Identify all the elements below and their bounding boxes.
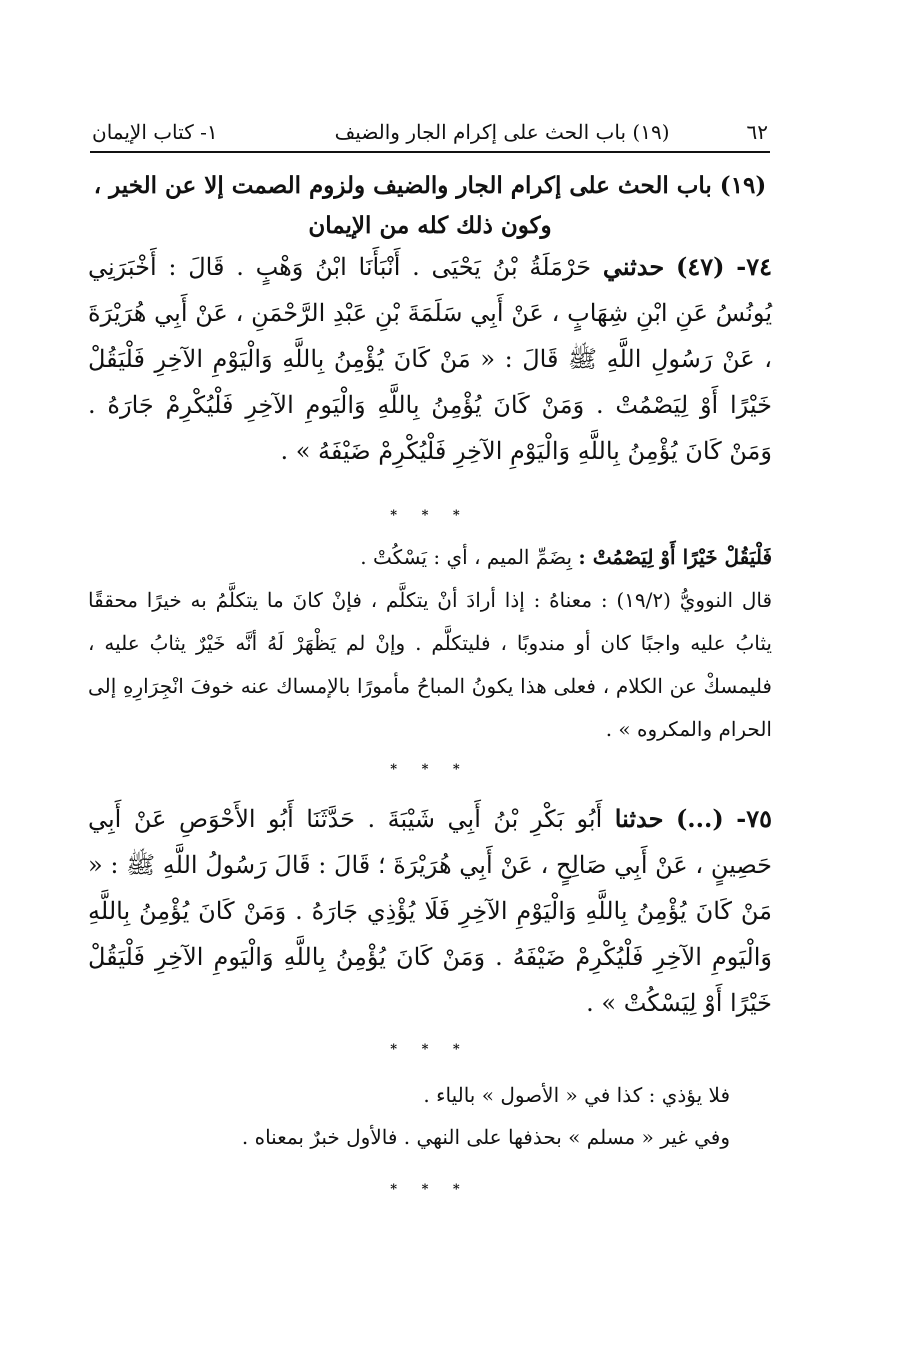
- narration-lead: حدثني: [602, 252, 665, 281]
- commentary-gloss: بِضَمِّ الميم ، أي : يَسْكُتْ .: [360, 545, 573, 569]
- commentary-lemma: فَلْيَقُلْ خَيْرًا أَوْ لِيَصْمُتْ :: [578, 545, 772, 569]
- hadith-75: [88, 796, 772, 1026]
- separator-stars: * * *: [390, 762, 470, 777]
- commentary-75: [150, 1074, 730, 1158]
- hadith-reference: (...): [675, 804, 724, 833]
- commentary-paragraph: قال النوويُّ (١٩/٢) : معناهُ : إذا أرادَ أنْ يتكلَّم ، فإنْ كانَ ما يتكلَّمُ به خيرًا محققًا يثابُ عليه واجبًا كان أو مندوبًا ، فليتكلَّم . وإنْ لم يَظْهَرْ لَهُ أنَّه خَيْرٌ يثابُ عليه ، فليمسكْ عن الكلام ، فعلى هذا يكونُ المباحُ مأمورًا بالإمساك عنه خوفَ انْجِرَارِهِ إلى الحرام والمكروه » .: [88, 588, 772, 741]
- hadith-text: أَبُو بَكْرِ بْنُ أَبِي شَيْبَةَ . حَدَّثَنَا أَبُو الأَحْوَصِ عَنْ أَبِي حَصِينٍ ، عَنْ أَبِي صَالِحٍ ، عَنْ أَبِي هُرَيْرَةَ ؛ قَالَ : قَالَ رَسُولُ اللَّهِ ﷺ : « مَنْ كَانَ يُؤْمِنُ بِاللَّهِ وَالْيَوْمِ الآخِرِ فَلَا يُؤْذِي جَارَهُ . وَمَنْ كَانَ يُؤْمِنُ بِاللَّهِ وَالْيَومِ الآخِرِ فَلْيُكْرِمْ ضَيْفَهُ . وَمَنْ كَانَ يُؤْمِنُ بِاللَّهِ وَالْيَومِ الآخِرِ فَلْيَقُلْ خَيْرًا أَوْ لِيَسْكُتْ » .: [88, 805, 772, 1017]
- hadith-74: [88, 244, 772, 474]
- running-header: [92, 112, 768, 152]
- commentary-first-line: [88, 536, 772, 579]
- chapter-title: [90, 166, 770, 246]
- separator-stars: * * *: [390, 1042, 470, 1057]
- hadith-reference: (٤٧): [675, 252, 725, 281]
- header-rule: [90, 151, 770, 153]
- separator-stars: * * *: [390, 1182, 470, 1197]
- hadith-number: ٧٤-: [736, 252, 772, 281]
- narration-lead: حدثنا: [614, 804, 664, 833]
- book-name: ١- كتاب الإيمان: [92, 120, 218, 144]
- chapter-title-line-2: وكون ذلك كله من الإيمان: [308, 212, 552, 239]
- separator-stars: * * *: [390, 508, 470, 523]
- commentary-line-2: وفي غير « مسلم » بحذفها على النهي . فالأول خبرٌ بمعناه .: [241, 1125, 730, 1149]
- hadith-number: ٧٥-: [736, 804, 772, 833]
- hadith-text: حَرْمَلَةُ بْنُ يَحْيَى . أَنْبَأَنَا ابْنُ وَهْبٍ . قَالَ : أَخْبَرَنِي يُونُسُ عَنِ ابْنِ شِهَابٍ ، عَنْ أَبِي سَلَمَةَ بْنِ عَبْدِ الرَّحْمَنِ ، عَنْ أَبِي هُرَيْرَةَ ، عَنْ رَسُولِ اللَّهِ ﷺ قَالَ : « مَنْ كَانَ يُؤْمِنُ بِاللَّهِ وَالْيَوْمِ الآخِرِ فَلْيَقُلْ خَيْرًا أَوْ لِيَصْمُتْ . وَمَنْ كَانَ يُؤْمِنُ بِاللَّهِ وَالْيَومِ الآخِرِ فَلْيُكْرِمْ جَارَهُ . وَمَنْ كَانَ يُؤْمِنُ بِاللَّهِ وَالْيَوْمِ الآخِرِ فَلْيُكْرِمْ ضَيْفَهُ » .: [88, 253, 772, 465]
- commentary-74: [88, 536, 772, 751]
- page-number: ٦٢: [746, 120, 768, 144]
- commentary-line-1: فلا يؤذي : كذا في « الأصول » بالياء .: [423, 1083, 730, 1107]
- chapter-reference: (١٩) باب الحث على إكرام الجار والضيف: [334, 120, 670, 144]
- chapter-title-line-1: (١٩) باب الحث على إكرام الجار والضيف ولزوم الصمت إلا عن الخير ،: [93, 172, 767, 199]
